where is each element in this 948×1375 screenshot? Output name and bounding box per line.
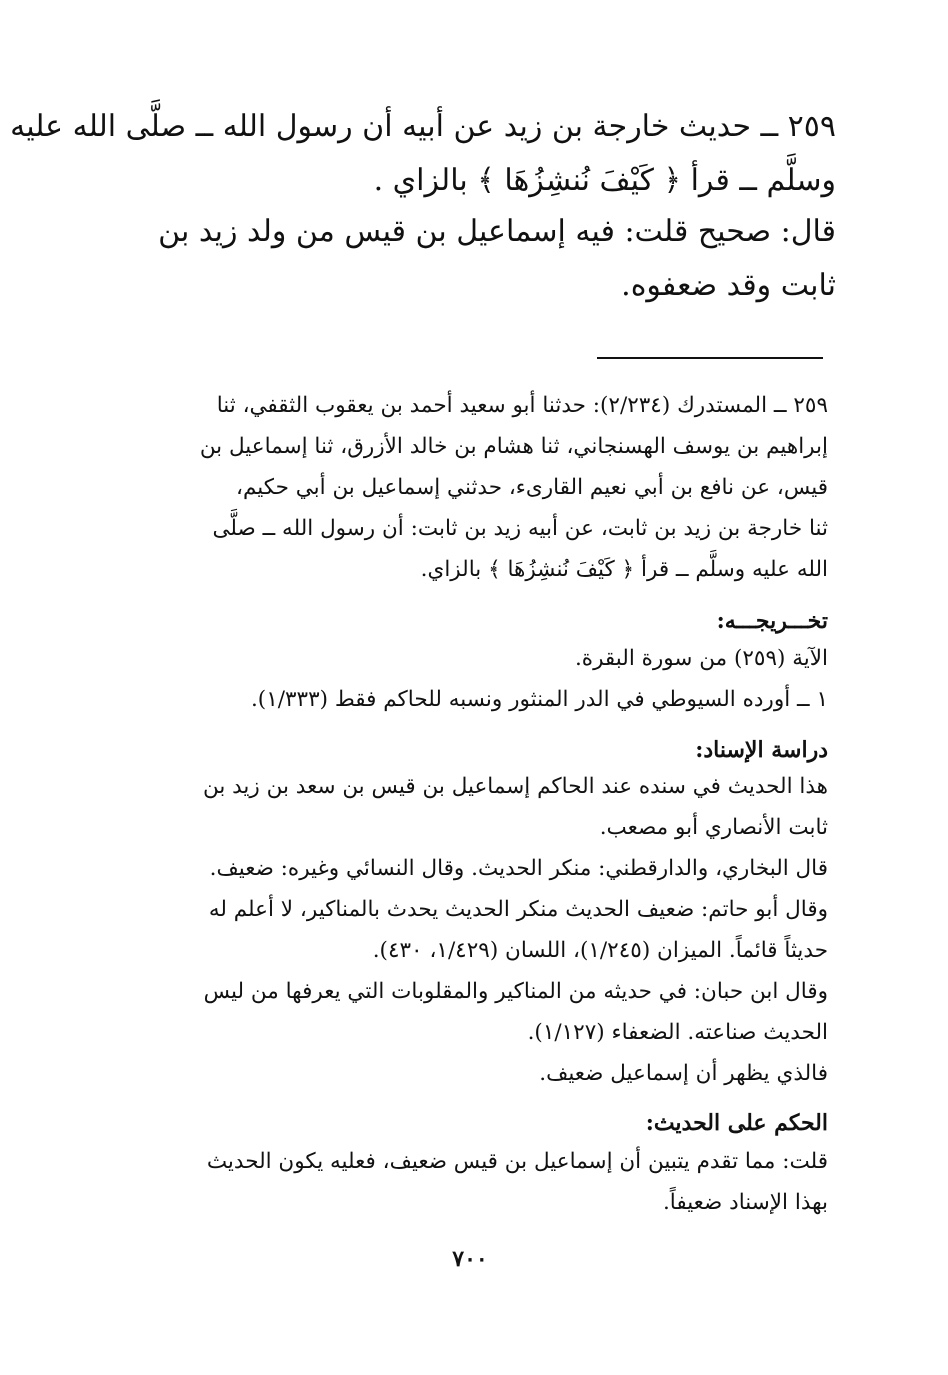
ruling-line: قلت: مما تقدم يتبين أن إسماعيل بن قيس ضعيف، فعليه يكون الحديث <box>206 1149 828 1174</box>
takhrij-heading: تخـــريجـــه: <box>716 608 828 634</box>
main-line: وسلَّم ــ قرأ ﴿ كَيْفَ نُنشِزُهَا ﴾ بالزاي . <box>373 163 836 198</box>
main-paragraph-verdict <box>126 205 836 313</box>
isnad-study-section <box>128 730 828 1094</box>
isnad-study-line: وقال أبو حاتم: ضعيف الحديث منكر الحديث يحدث بالمناكير، لا أعلم له <box>208 897 828 922</box>
main-paragraph-hadith <box>10 100 836 208</box>
isnad-study-line: هذا الحديث في سنده عند الحاكم إسماعيل بن قيس بن سعد بن زيد بن <box>202 774 828 799</box>
isnad-study-line: حديثاً قائماً. الميزان (١/٢٤٥)، اللسان (١/٤٢٩، ٤٣٠). <box>372 938 828 963</box>
takhrij-line: ١ ــ أورده السيوطي في الدر المنثور ونسبه للحاكم فقط (١/٣٣٣). <box>250 687 828 712</box>
isnad-study-line: فالذي يظهر أن إسماعيل ضعيف. <box>539 1061 828 1086</box>
isnad-study-line: قال البخاري، والدارقطني: منكر الحديث. وقال النسائي وغيره: ضعيف. <box>209 856 828 881</box>
page-number: ٧٠٠ <box>452 1246 488 1272</box>
ruling-section <box>128 1103 828 1223</box>
footnote-line: ثنا خارجة بن زيد بن ثابت، عن أبيه زيد بن ثابت: أن رسول الله ــ صلَّى <box>212 516 828 541</box>
footnote-line: قيس، عن نافع بن أبي نعيم القارىء، حدثني إسماعيل بن أبي حكيم، <box>236 475 828 500</box>
footnote-separator <box>597 357 823 359</box>
footnote-line: ٢٥٩ ــ المستدرك (٢/٢٣٤): حدثنا أبو سعيد أحمد بن يعقوب الثقفي، ثنا <box>216 393 828 418</box>
footnote-line: الله عليه وسلَّم ــ قرأ ﴿ كَيْفَ نُنشِزُهَا ﴾ بالزاي. <box>420 557 828 582</box>
ruling-heading: الحكم على الحديث: <box>645 1110 828 1136</box>
isnad-study-line: ثابت الأنصاري أبو مصعب. <box>599 815 828 840</box>
isnad-study-heading: دراسة الإسناد: <box>695 737 828 763</box>
main-line: ٢٥٩ ــ حديث خارجة بن زيد عن أبيه أن رسول الله ــ صلَّى الله عليه <box>10 109 836 144</box>
main-line: ثابت وقد ضعفوه. <box>621 268 836 303</box>
main-line: قال: صحيح قلت: فيه إسماعيل بن قيس من ولد زيد بن <box>158 214 836 249</box>
footnote-line: إبراهيم بن يوسف الهسنجاني، ثنا هشام بن خالد الأزرق، ثنا إسماعيل بن <box>199 434 828 459</box>
isnad-study-line: وقال ابن حبان: في حديثه من المناكير والمقلوبات التي يعرفها من ليس <box>203 979 828 1004</box>
takhrij-line: الآية (٢٥٩) من سورة البقرة. <box>574 646 828 671</box>
isnad-study-line: الحديث صناعته. الضعفاء (١/١٢٧). <box>527 1020 828 1045</box>
ruling-line: بهذا الإسناد ضعيفاً. <box>662 1190 828 1215</box>
footnote-source <box>128 385 828 590</box>
takhrij-section <box>128 601 828 720</box>
